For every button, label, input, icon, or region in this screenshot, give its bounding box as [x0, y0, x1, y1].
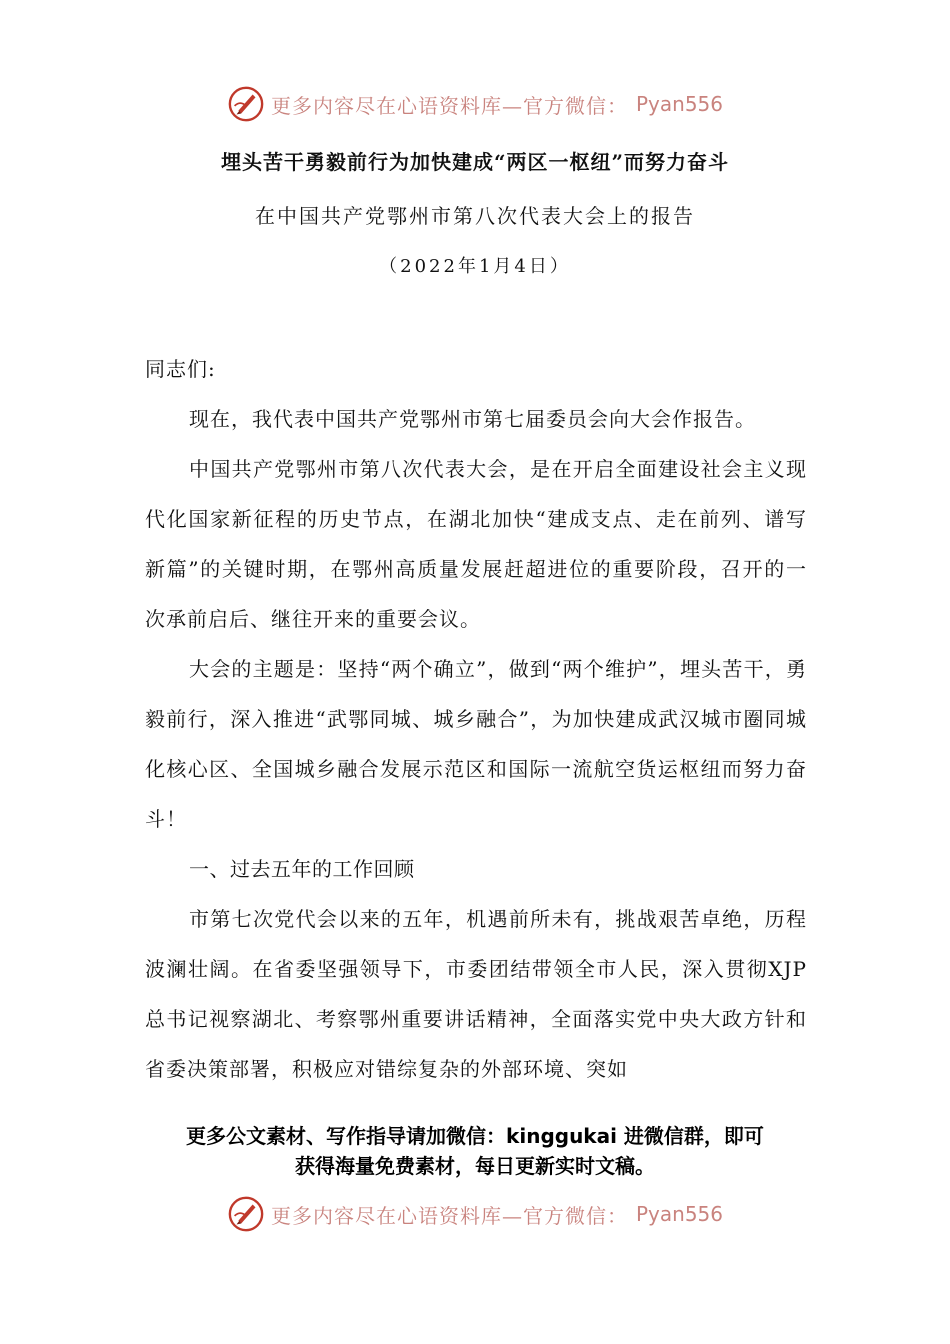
watermark-text: 更多内容尽在心语资料库—官方微信： [270, 93, 628, 118]
watermark-header [0, 82, 950, 126]
brand-logo-icon [227, 85, 265, 123]
brand-logo-icon [227, 1195, 265, 1233]
watermark-wechat-id: Pyan556 [635, 92, 723, 116]
document-subtitle: 在中国共产党鄂州市第八次代表大会上的报告 [255, 204, 695, 228]
watermark-footer [0, 1192, 950, 1236]
paragraph: 现在，我代表中国共产党鄂州市第七届委员会向大会作报告。 [189, 407, 756, 431]
watermark-text: 更多内容尽在心语资料库—官方微信： [270, 1203, 628, 1228]
paragraph: 大会的主题是：坚持“两个确立”，做到“两个维护”，埋头苦干，勇毅前行，深入推进“武鄂同城、城乡融合”，为加快建成武汉城市圈同城化核心区、全国城乡融合发展示范区和国际一流航空货运枢纽而努力奋斗！ [145, 657, 807, 831]
promo-line-1: 更多公文素材、写作指导请加微信：kinggukai 进微信群，即可 [186, 1124, 764, 1148]
paragraph: 中国共产党鄂州市第八次代表大会，是在开启全面建设社会主义现代化国家新征程的历史节点，在湖北加快“建成支点、走在前列、谱写新篇”的关键时期，在鄂州高质量发展赶超进位的重要阶段，召开的一次承前启后、继往开来的重要会议。 [145, 457, 807, 631]
paragraph: 市第七次党代会以来的五年，机遇前所未有，挑战艰苦卓绝，历程波澜壮阔。在省委坚强领导下，市委团结带领全市人民，深入贯彻XJP总书记视察湖北、考察鄂州重要讲话精神，全面落实党中央大政方针和省委决策部署，积极应对错综复杂的外部环境、突如 [145, 907, 807, 1081]
watermark-wechat-id: Pyan556 [635, 1202, 723, 1226]
document-body [145, 344, 807, 1094]
document-date: （2022年1月4日） [379, 256, 571, 277]
promo-banner [0, 1121, 950, 1181]
document-title: 埋头苦干勇毅前行为加快建成“两区一枢纽”而努力奋斗 [220, 150, 729, 174]
section-heading: 一、过去五年的工作回顾 [189, 857, 415, 881]
promo-line-2: 获得海量免费素材，每日更新实时文稿。 [295, 1154, 655, 1178]
salutation: 同志们: [145, 357, 216, 381]
